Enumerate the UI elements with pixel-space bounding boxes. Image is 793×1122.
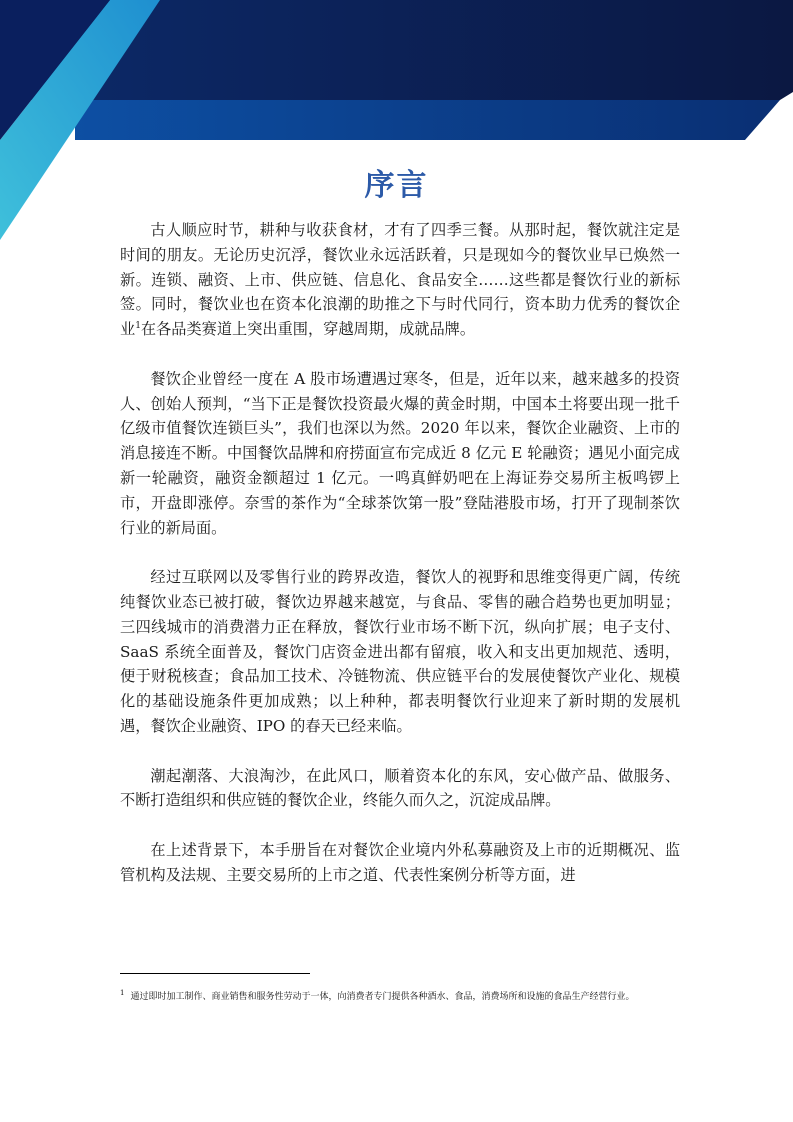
footnote-ref[interactable]: 1 bbox=[135, 321, 141, 332]
footnote-marker: 1 bbox=[120, 989, 125, 997]
footnote-text: 通过即时加工制作、商业销售和服务性劳动于一体，向消费者专门提供各种酒水、食品，消费场所和设施的食品生产经营行业。 bbox=[130, 992, 635, 1002]
header-banner bbox=[0, 0, 793, 250]
paragraph: 潮起潮落、大浪淘沙，在此风口，顺着资本化的东风，安心做产品、做服务、不断打造组织和供应链的餐饮企业，终能久而久之，沉淀成品牌。 bbox=[120, 766, 680, 810]
paragraph: 经过互联网以及零售行业的跨界改造，餐饮人的视野和思维变得更广阔，传统纯餐饮业态已被打破，餐饮边界越来越宽，与食品、零售的融合趋势也更加明显；三四线城市的消费潜力正在释放，餐饮行业市场不断下沉，纵向扩展；电子支付、SaaS 系统全面普及，餐饮门店资金进出都有留痕，收入和支出更加规范、透明，便于财税核查；食品加工技术、冷链物流、供应链平台的发展使餐饮产业化、规模化的基础设施条件更加成熟；以上种种，都表明餐饮行业迎来了新时期的发展机遇，餐饮企业融资、IPO 的春天已经来临。 bbox=[120, 568, 680, 735]
banner-blue-band bbox=[75, 100, 780, 140]
page-title: 序言 bbox=[364, 168, 429, 203]
preface-body bbox=[120, 218, 680, 912]
footnote bbox=[120, 987, 690, 1008]
paragraph: 在上述背景下，本手册旨在对餐饮企业境内外私募融资及上市的近期概况、监管机构及法规、主要交易所的上市之道、代表性案例分析等方面，进 bbox=[120, 840, 680, 884]
paragraph: 餐饮企业曾经一度在 A 股市场遭遇过寒冬，但是，近年以来，越来越多的投资人、创始人预判，“当下正是餐饮投资最火爆的黄金时期，中国本土将要出现一批千亿级市值餐饮连锁巨头”，我们也深以为然。2020 年以来，餐饮企业融资、上市的消息接连不断。中国餐饮品牌和府捞面宣布完成近 8 亿元 E 轮融资；遇见小面完成新一轮融资，融资金额超过 1 亿元。一鸣真鲜奶吧在上海证券交易所主板鸣锣上市，开盘即涨停。奈雪的茶作为“全球茶饮第一股”登陆港股市场，打开了现制茶饮行业的新局面。 bbox=[120, 369, 680, 537]
paragraph: 古人顺应时节，耕种与收获食材，才有了四季三餐。从那时起，餐饮就注定是时间的朋友。无论历史沉浮，餐饮业永远活跃着，只是现如今的餐饮业早已焕然一新。连锁、融资、上市、供应链、信息化、食品安全……这些都是餐饮行业的新标签。同时，餐饮业也在资本化浪潮的助推之下与时代同行，资本助力优秀的餐饮企业$^1$在各品类赛道上突出重围，穿越周期，成就品牌。 bbox=[120, 221, 680, 339]
footnote-divider bbox=[120, 973, 310, 974]
